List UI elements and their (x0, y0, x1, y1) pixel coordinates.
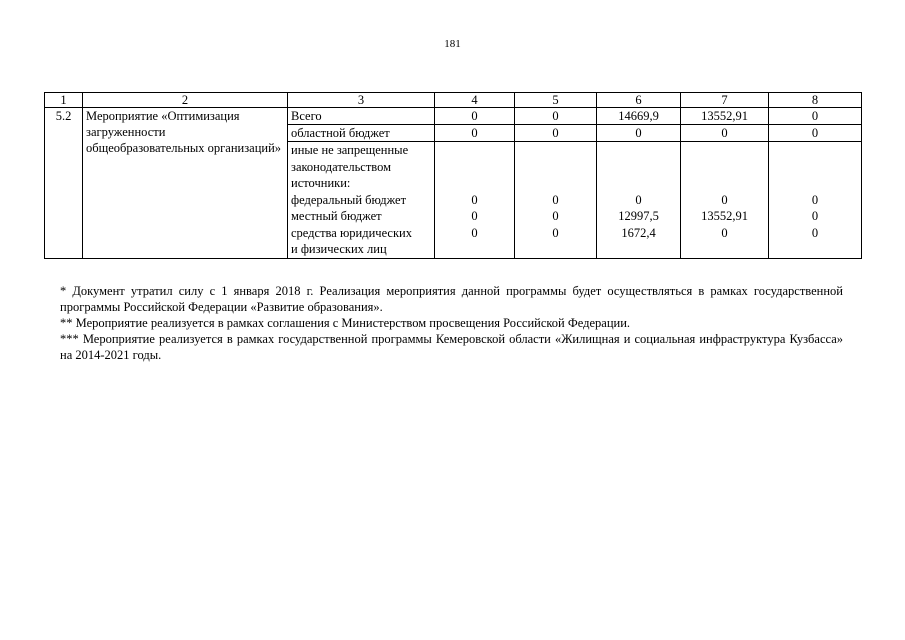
value-cell (600, 241, 677, 258)
value-cell: 0 (552, 192, 559, 207)
header-col-3: 3 (288, 93, 435, 108)
footnotes (60, 283, 843, 363)
value-cell: 0 (635, 192, 642, 207)
funding-source-label: Всего (288, 108, 435, 125)
value-cell: 14669,9 (597, 108, 681, 125)
page-number: 181 (444, 38, 461, 50)
value-column-8 (769, 142, 862, 259)
value-cell: 1672,4 (621, 225, 656, 240)
value-cell: 0 (681, 125, 769, 142)
value-cell: 0 (435, 108, 515, 125)
header-col-5: 5 (515, 93, 597, 108)
value-cell: 0 (435, 125, 515, 142)
measure-number: 5.2 (45, 108, 83, 259)
other-sources-label: законодательством (291, 159, 392, 174)
footnote: *** Мероприятие реализуется в рамках государственной программы Кемеровской области «Жилищная и социальная инфраструктура Кузбасса» на 2014-2021 годы. (60, 332, 843, 362)
value-cell: 0 (811, 209, 819, 223)
funding-source-label: областной бюджет (288, 125, 435, 142)
footnote: ** Мероприятие реализуется в рамках соглашения с Министерством просвещения Российской Федерации. (60, 316, 631, 330)
other-sources-label: иные не запрещенные (291, 143, 409, 157)
value-cell: 0 (471, 225, 478, 240)
value-cell: 0 (721, 192, 728, 207)
funding-source-label: федеральный бюджет (291, 192, 407, 207)
header-col-2: 2 (83, 93, 288, 108)
value-cell (518, 241, 593, 258)
header-col-1: 1 (45, 93, 83, 108)
value-cell: 13552,91 (681, 108, 769, 125)
value-cell (684, 241, 765, 258)
value-cell (438, 241, 511, 258)
value-cell: 0 (811, 225, 819, 240)
measure-name: Мероприятие «Оптимизация загруженности общеобразовательных организаций» (83, 108, 288, 259)
value-cell: 13552,91 (701, 209, 748, 223)
header-col-6: 6 (597, 93, 681, 108)
other-sources-cell (288, 142, 435, 259)
funding-source-label: и физических лиц (291, 242, 387, 256)
funding-source-label: средства юридических (291, 225, 412, 240)
value-cell: 0 (769, 125, 862, 142)
value-cell: 0 (471, 192, 478, 207)
value-column-7 (681, 142, 769, 259)
value-column-6 (597, 142, 681, 259)
value-cell: 0 (515, 108, 597, 125)
value-cell (772, 241, 858, 258)
value-cell: 0 (471, 209, 478, 223)
program-table (44, 92, 862, 259)
other-sources-label: источники: (291, 176, 351, 190)
table-row (45, 108, 862, 125)
header-row (45, 93, 862, 108)
value-cell: 0 (515, 125, 597, 142)
value-column-5 (515, 142, 597, 259)
header-col-8: 8 (769, 93, 862, 108)
header-col-4: 4 (435, 93, 515, 108)
value-cell: 0 (769, 108, 862, 125)
funding-source-label: местный бюджет (291, 209, 382, 223)
value-cell: 0 (552, 209, 559, 223)
value-column-4 (435, 142, 515, 259)
value-cell: 0 (597, 125, 681, 142)
value-cell: 0 (721, 225, 728, 240)
footnote: * Документ утратил силу с 1 января 2018 г. Реализация мероприятия данной программы будет осуществляться в рамках государственной программы Российской Федерации «Развитие образования». (60, 284, 843, 314)
value-cell: 0 (811, 192, 819, 207)
value-cell: 12997,5 (618, 209, 659, 223)
header-col-7: 7 (681, 93, 769, 108)
value-cell: 0 (552, 225, 559, 240)
